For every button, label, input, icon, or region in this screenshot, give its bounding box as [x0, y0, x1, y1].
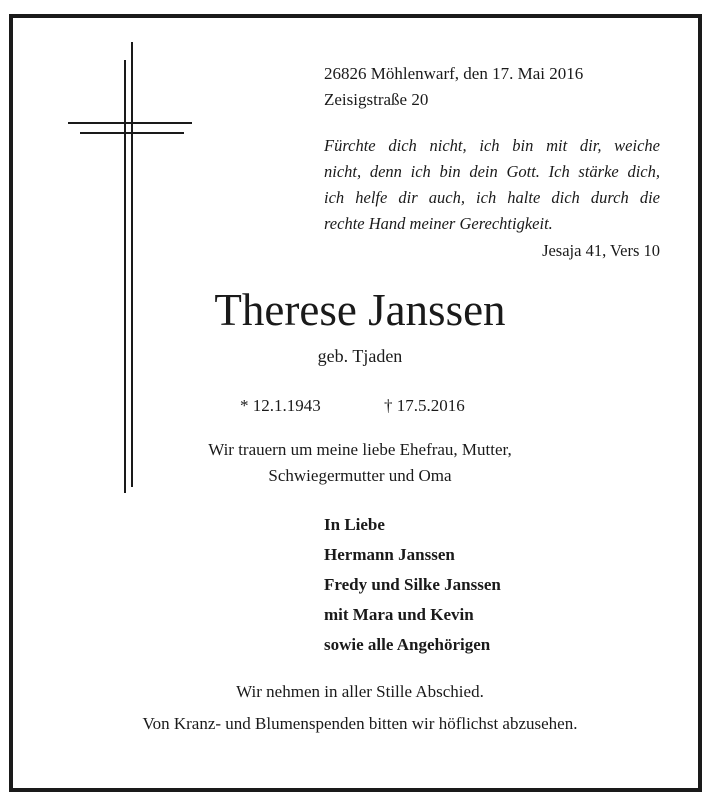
mourning-line: Schwiegermutter und Oma [268, 466, 452, 485]
mourning-line: Wir trauern um meine liebe Ehefrau, Mutter, [208, 440, 512, 459]
quote-source: Jesaja 41, Vers 10 [542, 241, 660, 260]
death-date: † 17.5.2016 [384, 396, 465, 415]
place-date: 26826 Möhlenwarf, den 17. Mai 2016 [324, 64, 584, 83]
family-line: Fredy und Silke Janssen [324, 575, 501, 594]
flower-request-line: Von Kranz- und Blumenspenden bitten wir höflichst abzusehen. [142, 714, 578, 733]
birth-date: * 12.1.1943 [240, 396, 321, 415]
deceased-name: Therese Janssen [214, 285, 506, 335]
quote-line: ich helfe dir auch, ich halte dich durch die [324, 188, 660, 207]
notice-border [9, 14, 702, 792]
family-line: sowie alle Angehörigen [324, 635, 491, 654]
quote-line: Fürchte dich nicht, ich bin mit dir, weiche [324, 136, 660, 155]
family-line: mit Mara und Kevin [324, 605, 474, 624]
quote-line: rechte Hand meiner Gerechtigkeit. [324, 214, 553, 233]
family-line: In Liebe [324, 515, 385, 534]
street-address: Zeisigstraße 20 [324, 90, 429, 109]
family-line: Hermann Janssen [324, 545, 455, 564]
quote-line: nicht, denn ich bin dein Gott. Ich stärke dich, [324, 162, 660, 181]
farewell-line: Wir nehmen in aller Stille Abschied. [236, 682, 484, 701]
birth-name: geb. Tjaden [317, 346, 403, 366]
